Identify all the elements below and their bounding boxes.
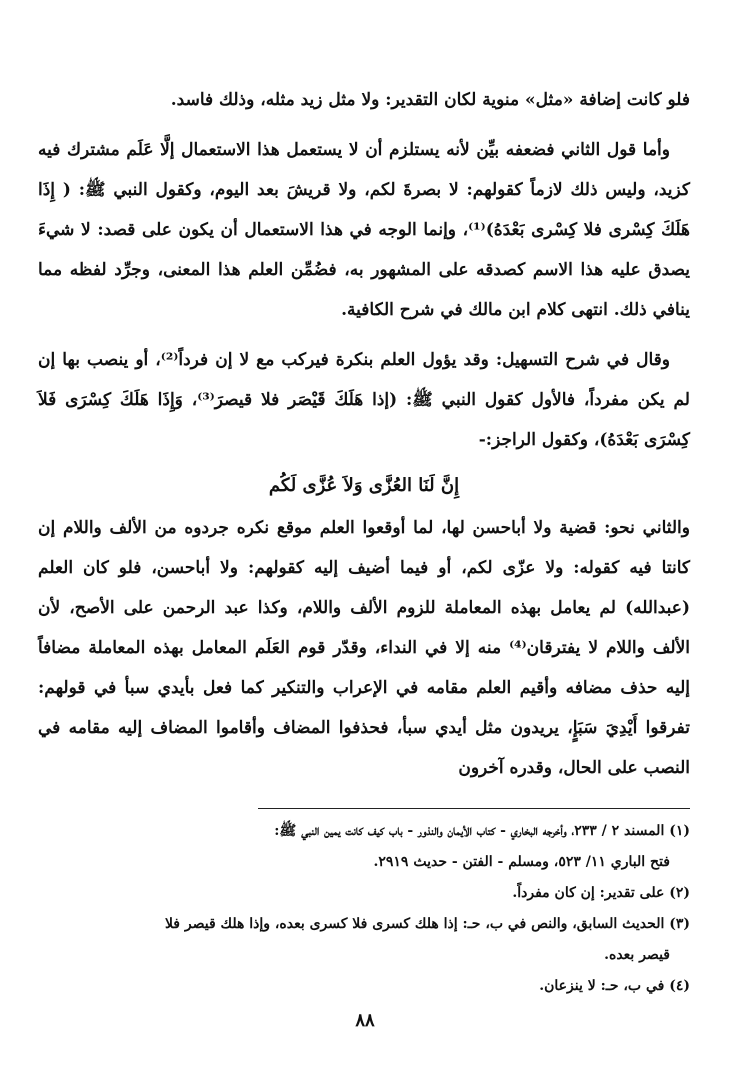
footnotes [38,816,690,1002]
paragraph-4: والثاني نحو: قضية ولا أباحسن لها، لما أوقعوا العلم موقع نكره جردوه من الألف واللام إن كانتا فيه كقوله: ولا عزّى لكم، أو فيما أضيف إليه كقولهم: ولا أباحسن، فلو كان العلم (عبدالله) لم يعامل بهذه المعاملة للزوم الألف واللام، وكذا عبد الرحمن على الأصح، لأن الألف واللام لا يفترقان⁽⁴⁾ منه إلا في النداء، وقدّر قوم العَلَم المعامل بهذه المعاملة مضافاً إليه حذف مضافه وأقيم العلم مقامه في الإعراب والتنكير كما فعل بأيدي سبأ في قولهم: تفرقوا أَيْدِيَ سَبَإٍ، يريدون مثل أيدي سبأ، فحذفوا المضاف وأقاموا المضاف إليه مقامه في النصب على الحال، وقدره آخرون [38,518,691,778]
footnote-1: (١) المسند ٢ / ٢٣٣، وأخرجه البخاري - كتاب الأيمان والنذور - باب كيف كانت يمين النبي ﷺ: [274,823,690,839]
footnote-1-continued: فتح الباري ١١/ ٥٢٣، ومسلم - الفتن - حديث ٢٩١٩. [373,854,670,870]
paragraph-1: فلو كانت إضافة «مثل» منوية لكان التقدير: ولا مثل زيد مثله، وذلك فاسد. [170,90,690,110]
footnote-3: (٣) الحديث السابق، والنص في ب، حـ: إذا هلك كسرى فلا كسرى بعده، وإذا هلك قيصر فلا [164,916,690,932]
footnote-4: (٤) في ب، حـ: لا ينزعان. [539,978,690,994]
paragraph-2: وأما قول الثاني فضعفه بيِّن لأنه يستلزم أن لا يستعمل هذا الاستعمال إلَّا عَلَم مشترك فيه كزيد، وليس ذلك لازماً كقولهم: لا بصرةَ لكم، ولا قريشَ بعد اليوم، وكقول النبي ﷺ: ( إِذَا هَلَكَ كِسْرى فلا كِسْرى بَعْدَهُ)⁽¹⁾، وإنما الوجه في هذا الاستعمال أن يكون على قصد: لا شيءَ يصدق عليه هذا الاسم كصدقه على المشهور به، فضُمِّن العلم هذا المعنى، وجرِّد لفظه مما ينافي ذلك. انتهى كلام ابن مالك في شرح الكافية. [38,140,690,320]
verse-line: إِنَّ لَنَا العُزَّى وَلاَ عُزَّى لَكُم [268,475,460,496]
footnote-separator [258,808,690,809]
paragraph-3: وقال في شرح التسهيل: وقد يؤول العلم بنكرة فيركب مع لا إن فرداً⁽²⁾، أو ينصب بها إن لم يكن مفرداً، فالأول كقول النبي ﷺ: (إذا هَلَكَ قَيْصَر فلا قيصرَ⁽³⁾، وَإِذَا هَلَكَ كِسْرَى فَلاَ كِسْرَى بَعْدَهُ)، وكقول الراجز:- [38,350,690,450]
footnote-3-continued: قيصر بعده. [604,947,670,963]
page-number: ٨٨ [355,1010,375,1031]
footnote-2: (٢) على تقدير: إن كان مفرداً. [512,885,690,901]
main-text [38,80,690,788]
